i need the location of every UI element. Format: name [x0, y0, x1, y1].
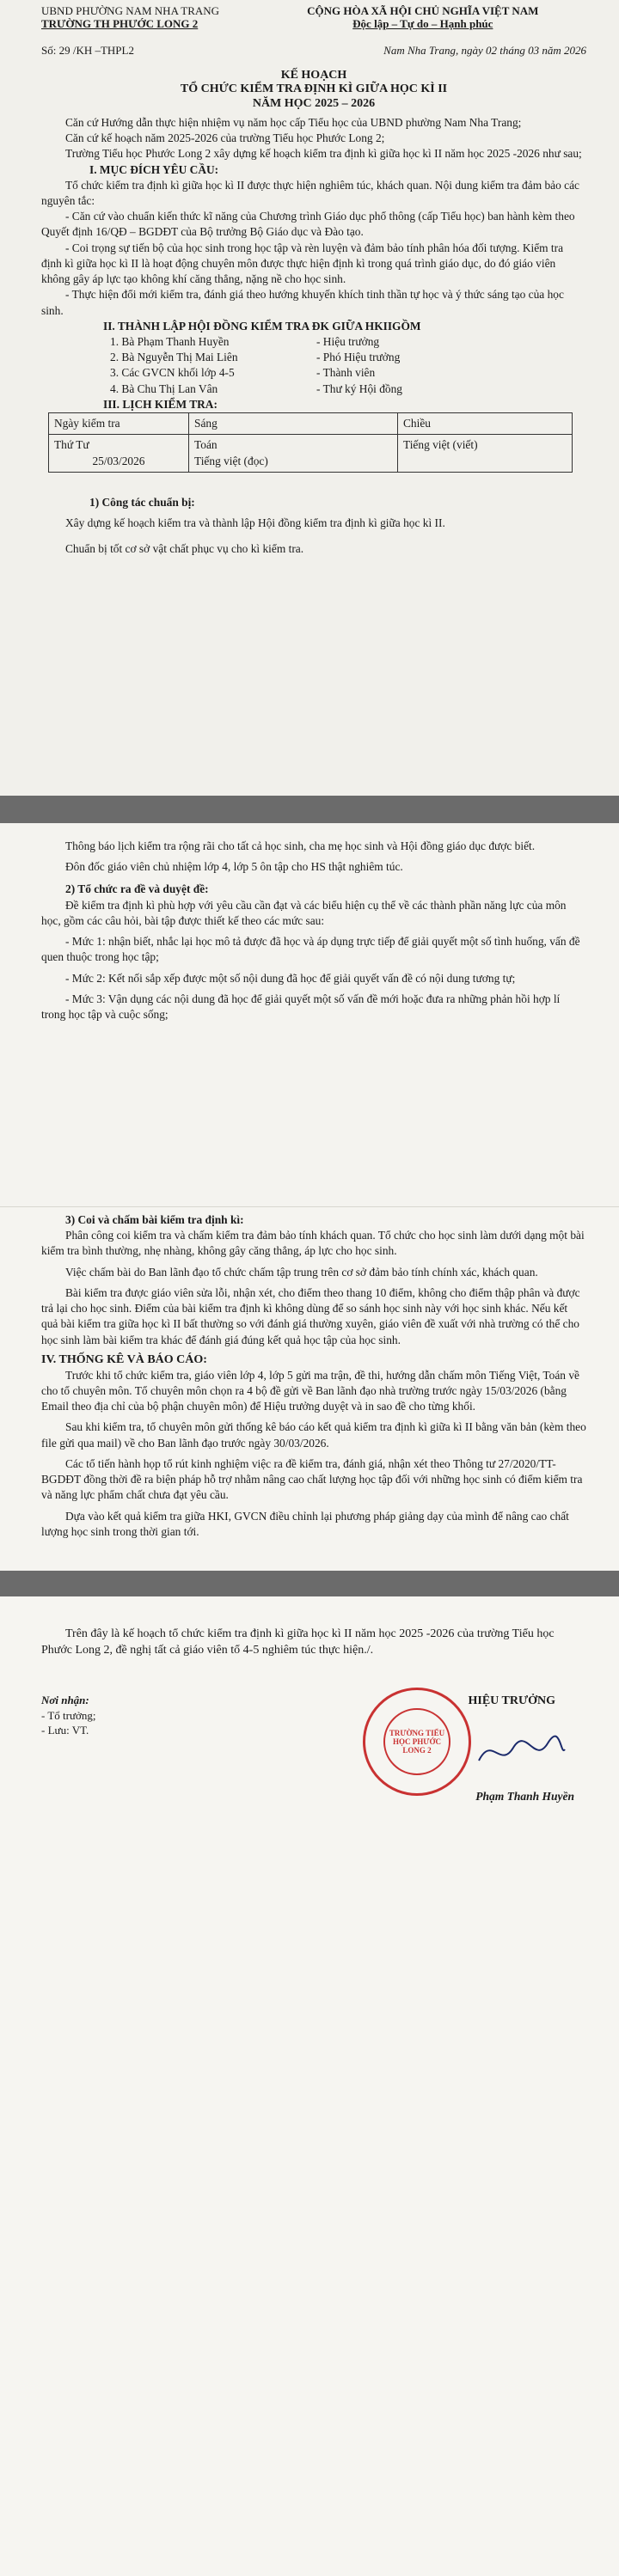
member-role: - Thành viên — [316, 366, 376, 380]
member-name: 2. Bà Nguyễn Thị Mai Liên — [110, 351, 238, 364]
title-line-2: TỔ CHỨC KIỂM TRA ĐỊNH KÌ GIỮA HỌC KÌ II — [180, 82, 448, 96]
national-motto: Độc lập – Tự do – Hạnh phúc — [352, 16, 493, 30]
exam-date: 25/03/2026 — [92, 454, 145, 467]
body-paragraph: Tổ chức kiểm tra định kì giữa học kì II được thực hiện nghiêm túc, khách quan. Nội dung kiểm tra đảm bảo các nguyên tắc: — [41, 178, 579, 208]
member-role: - Phó Hiệu trưởng — [316, 351, 401, 364]
table-header-row — [49, 413, 573, 435]
member-role: - Thư ký Hội đồng — [316, 382, 402, 395]
subsection-heading: 1) Công tác chuẩn bị: — [89, 495, 195, 509]
national-title: CỘNG HÒA XÃ HỘI CHỦ NGHĨA VIỆT NAM — [307, 4, 539, 17]
member-row — [110, 350, 586, 365]
body-paragraph: - Mức 2: Kết nối sắp xếp được một số nội dung đã học để giải quyết vấn đề có nội dung tương tự; — [65, 971, 516, 985]
member-row — [110, 334, 586, 350]
table-row — [49, 435, 573, 472]
body-paragraph: Phân công coi kiểm tra và chấm kiểm tra đảm bảo tính khách quan. Tổ chức cho học sinh làm dưới dạng một bài kiểm tra bình thường, nhẹ nhàng, không gây căng thẳng, áp lực cho học sinh. — [41, 1229, 585, 1258]
body-paragraph: Chuẩn bị tốt cơ sở vật chất phục vụ cho kì kiểm tra. — [65, 542, 304, 556]
school-name: TRƯỜNG TH PHƯỚC LONG 2 — [41, 16, 199, 30]
body-paragraph: Các tổ tiến hành họp tổ rút kinh nghiệm việc ra đề kiểm tra, đánh giá, nhận xét theo Thông tư 27/2020/TT-BGDĐT đồng thời đề ra biện pháp hỗ trợ nhằm nâng cao chất lượng học tập đối với những học sinh có điểm kiểm tra và năng lực phẩm chất chưa đạt yêu cầu. — [41, 1456, 583, 1502]
exam-schedule-table — [48, 412, 573, 473]
body-paragraph: Thông báo lịch kiểm tra rộng rãi cho tất cả học sinh, cha mẹ học sinh và Hội đồng giáo dục được biết. — [65, 839, 536, 852]
signer-title: HIỆU TRƯỞNG — [468, 1694, 555, 1708]
document-header — [41, 0, 586, 31]
body-paragraph: - Mức 3: Vận dụng các nội dung đã học để giải quyết một số vấn đề mới hoặc đưa ra những phản hồi hợp lí trong học tập và cuộc sống; — [41, 992, 561, 1021]
member-name: 3. Các GVCN khối lớp 4-5 — [110, 366, 235, 380]
intro-paragraph: Căn cứ Hướng dẫn thực hiện nhiệm vụ năm học cấp Tiểu học của UBND phường Nam Nha Trang; — [65, 115, 522, 129]
document-page-3 — [0, 1206, 619, 1571]
document-page-4 — [0, 1596, 619, 2576]
body-paragraph: Sau khi kiểm tra, tổ chuyên môn gửi thống kê báo cáo kết quả kiểm tra định kì giữa kì II bằng văn bản (kèm theo file gửi qua mail) về cho Ban lãnh đạo trước ngày 30/03/2026. — [41, 1420, 586, 1450]
subsection-heading: 2) Tổ chức ra đề và duyệt đề: — [65, 882, 209, 896]
recipients — [41, 1693, 265, 1839]
body-paragraph: Việc chấm bài do Ban lãnh đạo tổ chức chấm tập trung trên cơ sở đảm bảo tính chính xác, khách quan. — [65, 1265, 538, 1279]
intro-paragraph: Trường Tiểu học Phước Long 2 xây dựng kế hoạch kiểm tra định kì giữa học kì II năm học 2025 -2026 như sau; — [65, 147, 582, 161]
exam-day: Thứ Tư — [54, 438, 89, 452]
document-page-2 — [0, 823, 619, 1206]
member-row — [110, 365, 586, 381]
morning-subject: Tiếng việt (đọc) — [194, 454, 268, 467]
body-paragraph: Đôn đốc giáo viên chủ nhiệm lớp 4, lớp 5 ôn tập cho HS thật nghiêm túc. — [65, 860, 403, 874]
body-paragraph: Bài kiểm tra được giáo viên sửa lỗi, nhận xét, cho điểm theo thang 10 điểm, không cho điểm thập phân và được trả lại cho học sinh. Điểm của bài kiểm tra định kì không dùng để so sánh học sinh này với học sinh khác. Nếu kết quả bài kiểm tra giữa học kì II bất thường so với đánh giá thường xuyên, giáo viên đề xuất với nhà trường có thể cho học sinh làm bài kiểm tra khác để đánh giá đúng kết quả học tập của học sinh. — [41, 1285, 580, 1346]
recipient-item: - Tổ trưởng; — [41, 1708, 96, 1722]
body-paragraph: - Mức 1: nhận biết, nhắc lại học mô tả được đã học và áp dụng trực tiếp để giải quyết một số tình huống, vấn đề quen thuộc trong học tập; — [41, 935, 580, 964]
closing-paragraph: Trên đây là kế hoạch tổ chức kiểm tra định kì giữa học kì II năm học 2025 -2026 của trường Tiểu học Phước Long 2, đề nghị tất cả giáo viên tổ 4-5 nghiêm túc thực hiện./. — [41, 1627, 555, 1657]
signature-block — [41, 1693, 586, 1839]
title-line-3: NĂM HỌC 2025 – 2026 — [252, 97, 376, 111]
body-paragraph: Trước khi tổ chức kiểm tra, giáo viên lớp 4, lớp 5 gửi ma trận, đề thi, hướng dẫn chấm môn Tiếng Việt, Toán về cho tổ chuyên môn. Tổ chuyên môn chọn ra 4 bộ đề gửi về Ban lãnh đạo nhà trường trước ngày 15/03/2026 (bằng Email theo địa chỉ của bộ phận chuyên môn) để Hiệu trưởng duyệt và in sao đề cho từng khối. — [41, 1368, 579, 1413]
member-row — [110, 382, 586, 397]
section-heading: II. THÀNH LẬP HỘI ĐỒNG KIỂM TRA ĐK GIỮA HKIIGỒM — [103, 319, 421, 333]
document-page-1 — [0, 0, 619, 796]
signer-name: Phạm Thanh Huyền — [475, 1790, 574, 1804]
member-name: 4. Bà Chu Thị Lan Vân — [110, 382, 218, 395]
school-stamp — [363, 1688, 471, 1796]
council-members — [110, 334, 586, 397]
recipients-heading: Nơi nhận: — [41, 1694, 89, 1707]
subsection-heading: 3) Coi và chấm bài kiểm tra định kì: — [65, 1213, 244, 1226]
member-role: - Hiệu trưởng — [316, 335, 380, 348]
member-name: 1. Bà Phạm Thanh Huyền — [110, 335, 230, 348]
body-paragraph: Đề kiểm tra định kì phù hợp với yêu cầu cần đạt và các biểu hiện cụ thể về các thành phần năng lực của môn học, gồm các câu hỏi, bài tập được thiết kế theo các mức sau: — [41, 898, 567, 927]
section-heading: I. MỤC ĐÍCH YÊU CẦU: — [89, 162, 219, 176]
title-line-1: KẾ HOẠCH — [280, 68, 347, 82]
table-header: Ngày kiểm tra — [49, 413, 189, 435]
signature-scribble — [475, 1731, 569, 1773]
body-paragraph: - Coi trọng sự tiến bộ của học sinh trong học tập và rèn luyện và đảm bảo tính phân hóa đối tượng. Kiểm tra định kì giữa học kì II là hoạt động chuyên môn được thực hiện định kì trong quá trình giáo dục, do đó giáo viên không gây áp lực tạo không khí căng thẳng, nặng nề cho học sinh. — [41, 241, 564, 286]
morning-subject: Toán — [194, 438, 218, 452]
signer-area — [328, 1693, 586, 1839]
document-title — [41, 69, 586, 112]
table-header: Chiều — [398, 413, 573, 435]
section-heading: III. LỊCH KIỂM TRA: — [103, 397, 218, 411]
table-cell — [189, 435, 398, 472]
table-cell: Tiếng việt (viết) — [398, 435, 573, 472]
table-cell — [49, 435, 189, 472]
intro-paragraph: Căn cứ kế hoạch năm 2025-2026 của trường Tiểu học Phước Long 2; — [65, 131, 385, 145]
body-paragraph: Xây dựng kế hoạch kiểm tra và thành lập Hội đồng kiểm tra định kì giữa học kì II. — [65, 516, 445, 529]
document-number: Số: 29 /KH –THPL2 — [41, 43, 134, 57]
document-date: Nam Nha Trang, ngày 02 tháng 03 năm 2026 — [383, 43, 586, 57]
org-name: UBND PHƯỜNG NAM NHA TRANG — [41, 4, 220, 17]
stamp-text: TRƯỜNG TIỂU HỌC PHƯỚC LONG 2 — [389, 1728, 445, 1755]
body-paragraph: - Căn cứ vào chuẩn kiến thức kĩ năng của Chương trình Giáo dục phổ thông (cấp Tiểu học) ban hành kèm theo Quyết định 16/QĐ – BGDĐT của Bộ trưởng Bộ Giáo dục và Đào tạo. — [41, 210, 575, 239]
stamp-inner-ring — [383, 1708, 450, 1775]
body-paragraph: Dựa vào kết quả kiểm tra giữa HKI, GVCN điều chỉnh lại phương pháp giảng dạy của mình để nâng cao chất lượng học sinh trong thời gian tới. — [41, 1509, 569, 1538]
recipient-item: - Lưu: VT. — [41, 1724, 89, 1737]
table-header: Sáng — [189, 413, 398, 435]
body-paragraph: - Thực hiện đổi mới kiểm tra, đánh giá theo hướng khuyến khích tinh thần tự học và ý thức sáng tạo của học sinh. — [41, 288, 564, 317]
section-heading: IV. THỐNG KÊ VÀ BÁO CÁO: — [41, 1352, 207, 1366]
